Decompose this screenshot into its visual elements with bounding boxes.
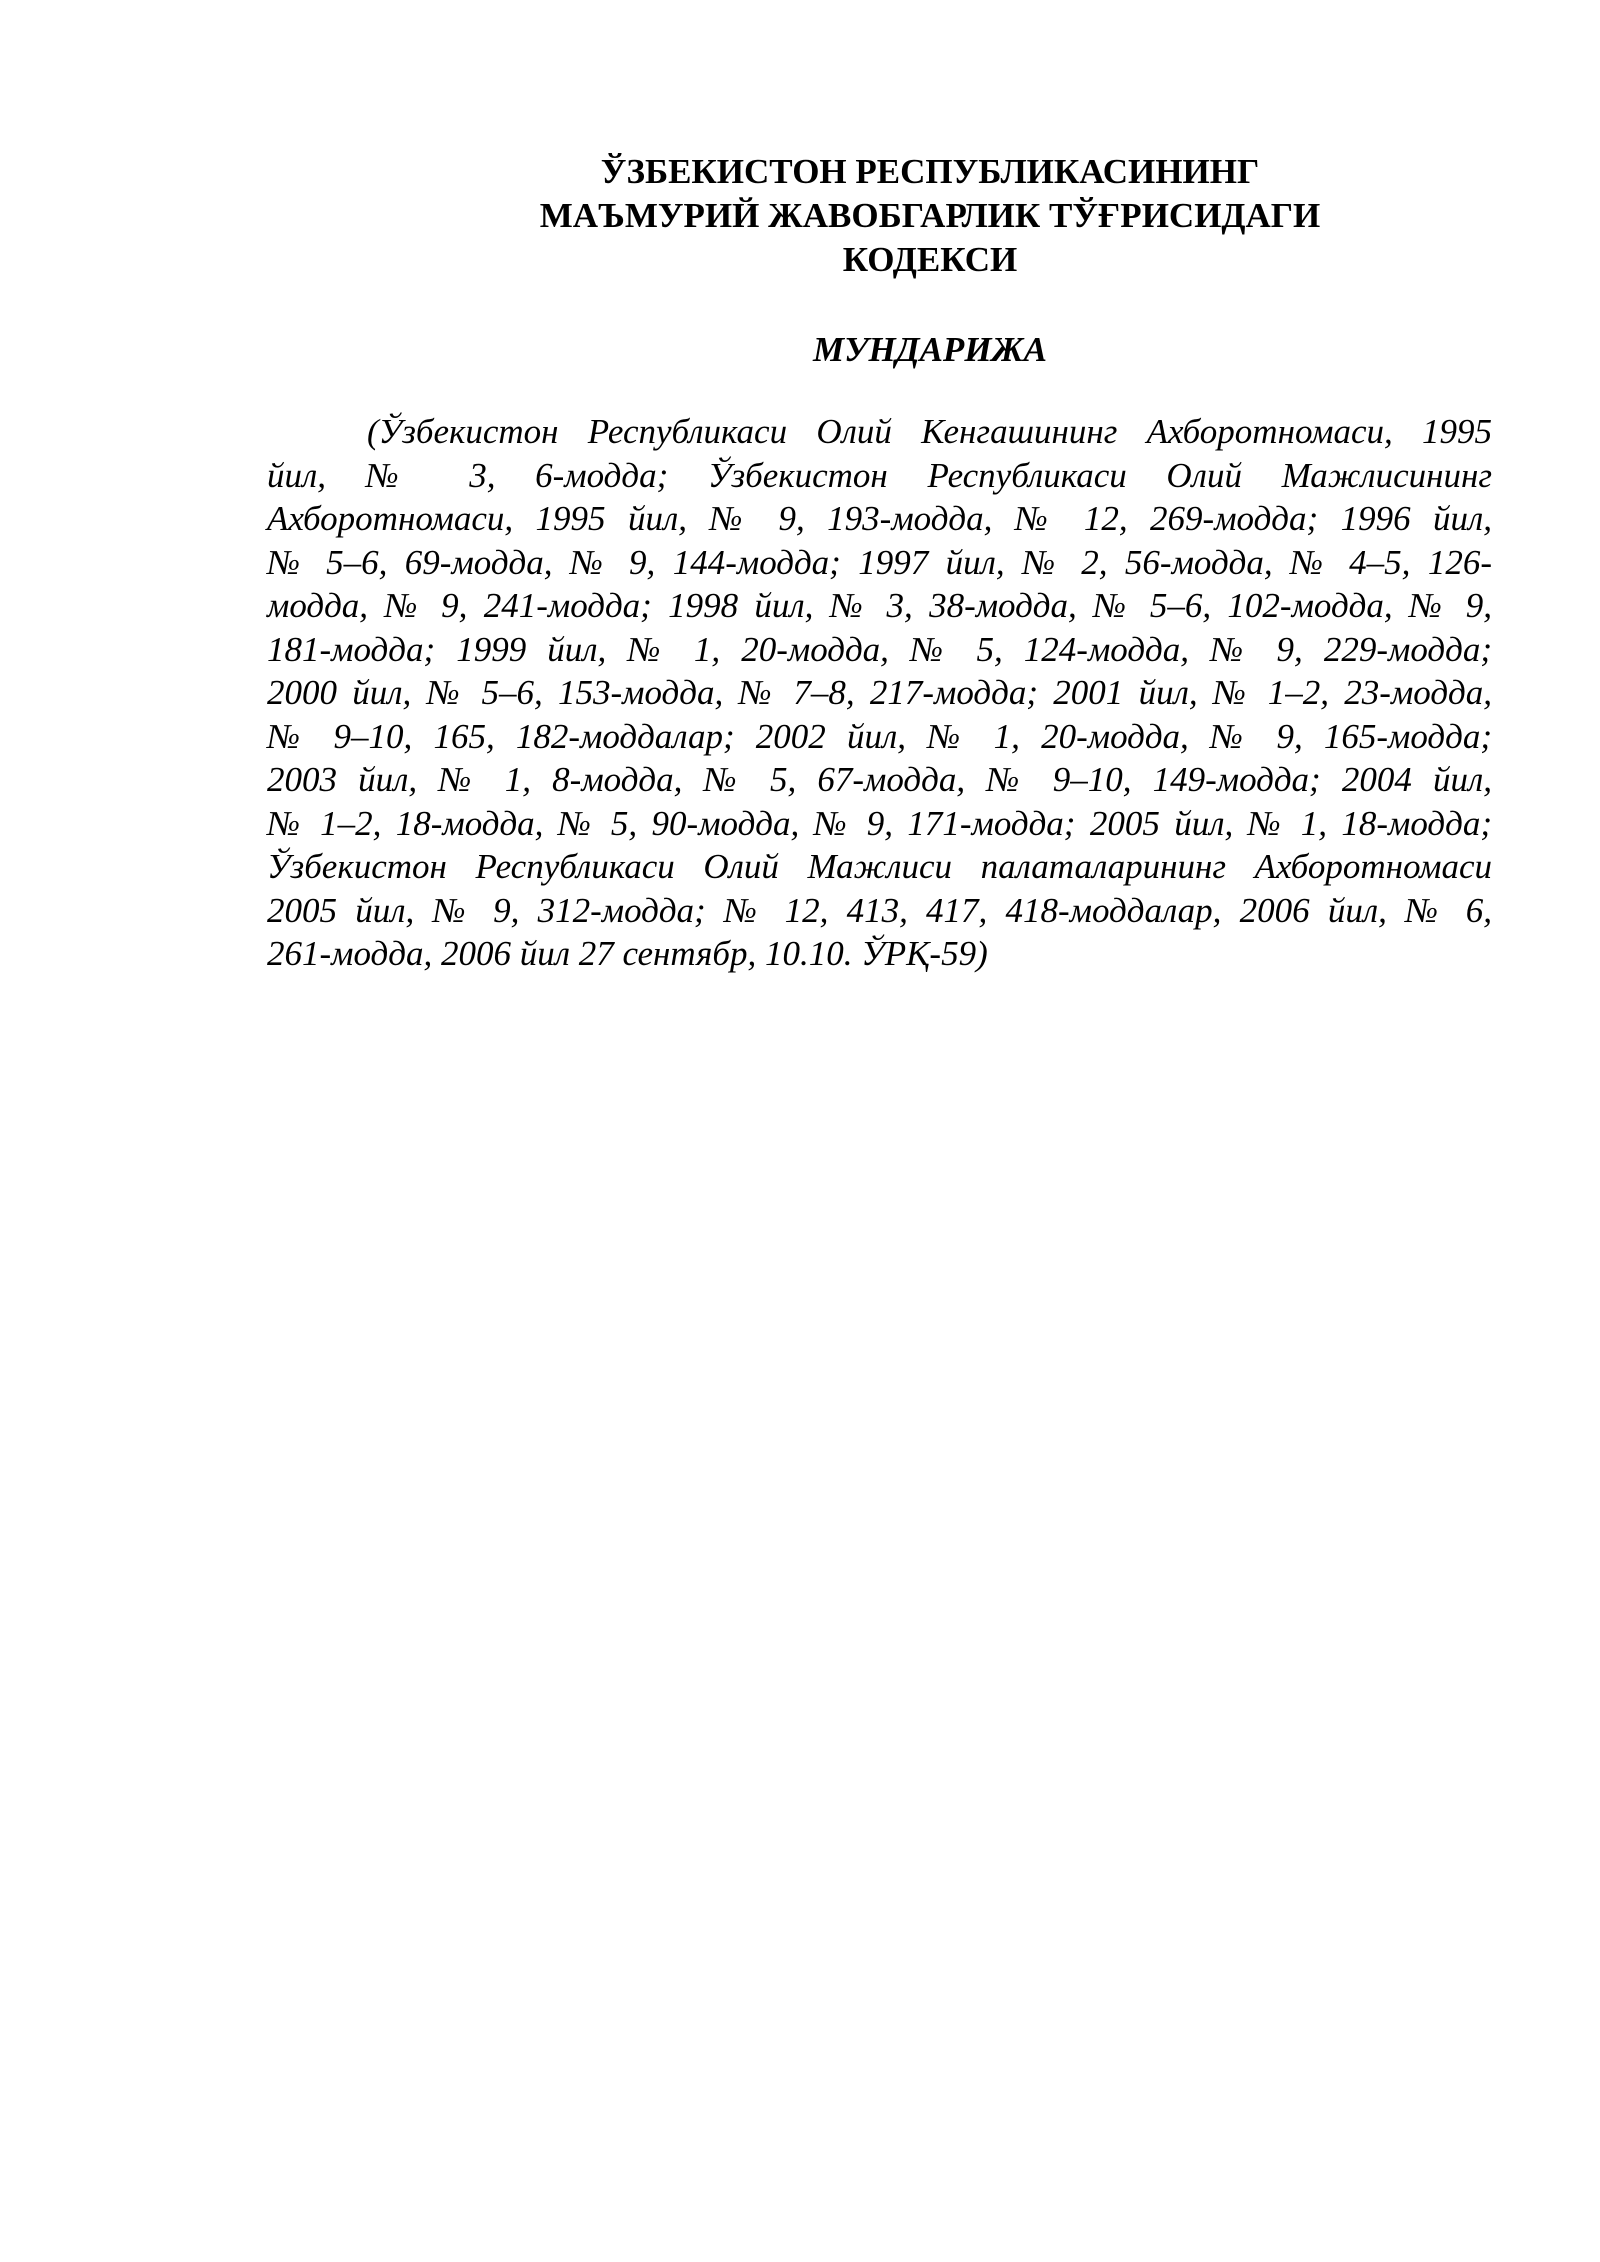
- document-title: [430, 150, 1430, 282]
- sources-line: 2000 йил, № 5–6, 153-модда, № 7–8, 217-модда; 2001 йил, № 1–2, 23-модда,: [267, 673, 1492, 712]
- title-line-2: МАЪМУРИЙ ЖАВОБГАРЛИК ТЎҒРИСИДАГИ: [539, 196, 1321, 235]
- title-line-1: ЎЗБЕКИСТОН РЕСПУБЛИКАСИНИНГ: [600, 152, 1260, 191]
- sources-line: № 1–2, 18-модда, № 5, 90-модда, № 9, 171-модда; 2005 йил, № 1, 18-модда;: [267, 803, 1492, 843]
- contents-heading: МУНДАРИЖА: [812, 330, 1048, 369]
- sources-line: 181-модда; 1999 йил, № 1, 20-модда, № 5, 124-модда, № 9, 229-модда;: [267, 629, 1492, 669]
- sources-line: 2005 йил, № 9, 312-модда; № 12, 413, 417, 418-моддалар, 2006 йил, № 6,: [267, 890, 1492, 930]
- sources-line: (Ўзбекистон Республикаси Олий Кенгашининг Ахборотномаси, 1995: [367, 412, 1492, 451]
- sources-line: № 5–6, 69-модда, № 9, 144-модда; 1997 йил, № 2, 56-модда, № 4–5, 126-: [267, 542, 1492, 582]
- sources-paragraph: [267, 410, 1492, 976]
- sources-line: № 9–10, 165, 182-моддалар; 2002 йил, № 1, 20-модда, № 9, 165-модда;: [267, 716, 1492, 756]
- sources-line: модда, № 9, 241-модда; 1998 йил, № 3, 38-модда, № 5–6, 102-модда, № 9,: [267, 586, 1492, 625]
- title-line-3: КОДЕКСИ: [842, 240, 1018, 279]
- sources-line: 2003 йил, № 1, 8-модда, № 5, 67-модда, № 9–10, 149-модда; 2004 йил,: [267, 760, 1492, 799]
- sources-line: 261-модда, 2006 йил 27 сентябр, 10.10. ЎРҚ-59): [267, 934, 988, 973]
- sources-line: Ўзбекистон Республикаси Олий Мажлиси палаталарининг Ахборотномаси: [267, 847, 1492, 886]
- sources-line: йил, № 3, 6-модда; Ўзбекистон Республикаси Олий Мажлисининг: [267, 455, 1492, 495]
- sources-line: Ахборотномаси, 1995 йил, № 9, 193-модда, № 12, 269-модда; 1996 йил,: [267, 499, 1492, 538]
